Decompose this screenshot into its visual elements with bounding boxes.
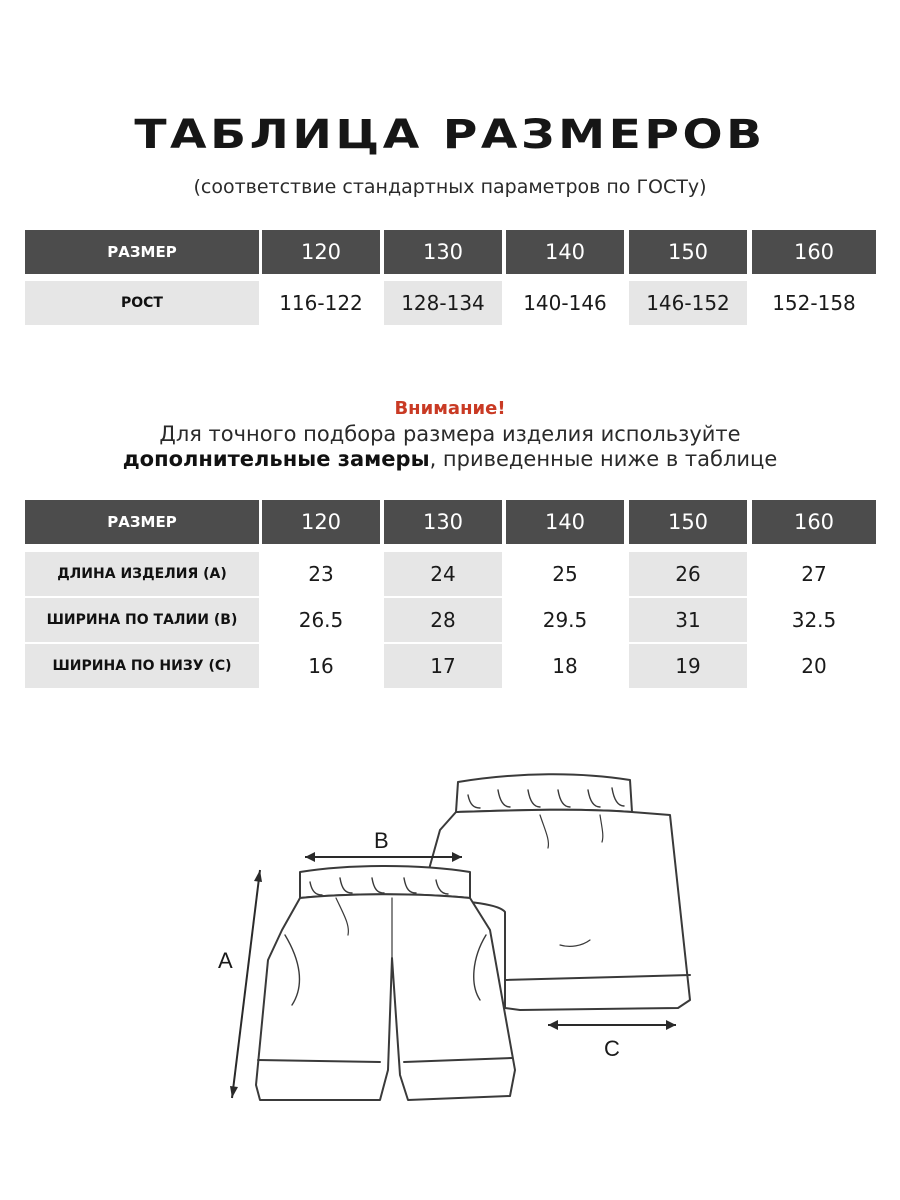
row-label: ДЛИНА ИЗДЕЛИЯ (A) <box>25 552 259 596</box>
table-cell: 26 <box>629 552 747 596</box>
table-cell: 17 <box>384 644 502 688</box>
page-title: ТАБЛИЦА РАЗМЕРОВ <box>134 112 766 158</box>
header-size: 120 <box>262 500 380 544</box>
table-cell: 26.5 <box>298 608 344 632</box>
header-size: 130 <box>384 230 502 274</box>
header-size: 160 <box>752 500 876 544</box>
notice-line-1: Для точного подбора размера изделия используйте <box>159 422 741 446</box>
dimension-label-b: B <box>374 828 389 853</box>
row-label: РОСТ <box>25 281 259 325</box>
header-size: 160 <box>752 230 876 274</box>
table-cell: 19 <box>629 644 747 688</box>
table-cell: 31 <box>629 598 747 642</box>
notice-bold-text: дополнительные замеры <box>122 447 430 471</box>
table-cell: 32.5 <box>791 608 837 632</box>
notice-rest-text: , приведенные ниже в таблице <box>429 447 778 471</box>
table-cell: 146-152 <box>629 281 747 325</box>
header-size: 120 <box>262 230 380 274</box>
row-label: ШИРИНА ПО ТАЛИИ (B) <box>25 598 259 642</box>
table-cell: 20 <box>801 654 827 678</box>
table-cell: 140-146 <box>523 291 607 315</box>
header-label: РАЗМЕР <box>25 230 259 274</box>
table-cell: 116-122 <box>279 291 363 315</box>
table-cell: 28 <box>384 598 502 642</box>
row-label: ШИРИНА ПО НИЗУ (C) <box>25 644 259 688</box>
header-size: 140 <box>506 500 624 544</box>
table-cell: 18 <box>552 654 578 678</box>
page-subtitle: (соответствие стандартных параметров по ГОСТу) <box>193 176 707 198</box>
table-cell: 128-134 <box>384 281 502 325</box>
table-cell: 16 <box>308 654 334 678</box>
table-cell: 25 <box>552 562 578 586</box>
header-size: 130 <box>384 500 502 544</box>
dimension-label-c: C <box>604 1036 620 1061</box>
warning-heading: Внимание! <box>394 398 506 419</box>
table-cell: 27 <box>801 562 827 586</box>
header-size: 150 <box>629 500 747 544</box>
table-cell: 24 <box>384 552 502 596</box>
table-cell: 152-158 <box>772 291 856 315</box>
table-cell: 23 <box>308 562 334 586</box>
header-size: 150 <box>629 230 747 274</box>
dimension-label-a: A <box>218 948 233 973</box>
header-size: 140 <box>506 230 624 274</box>
table-cell: 29.5 <box>542 608 588 632</box>
header-label: РАЗМЕР <box>25 500 259 544</box>
